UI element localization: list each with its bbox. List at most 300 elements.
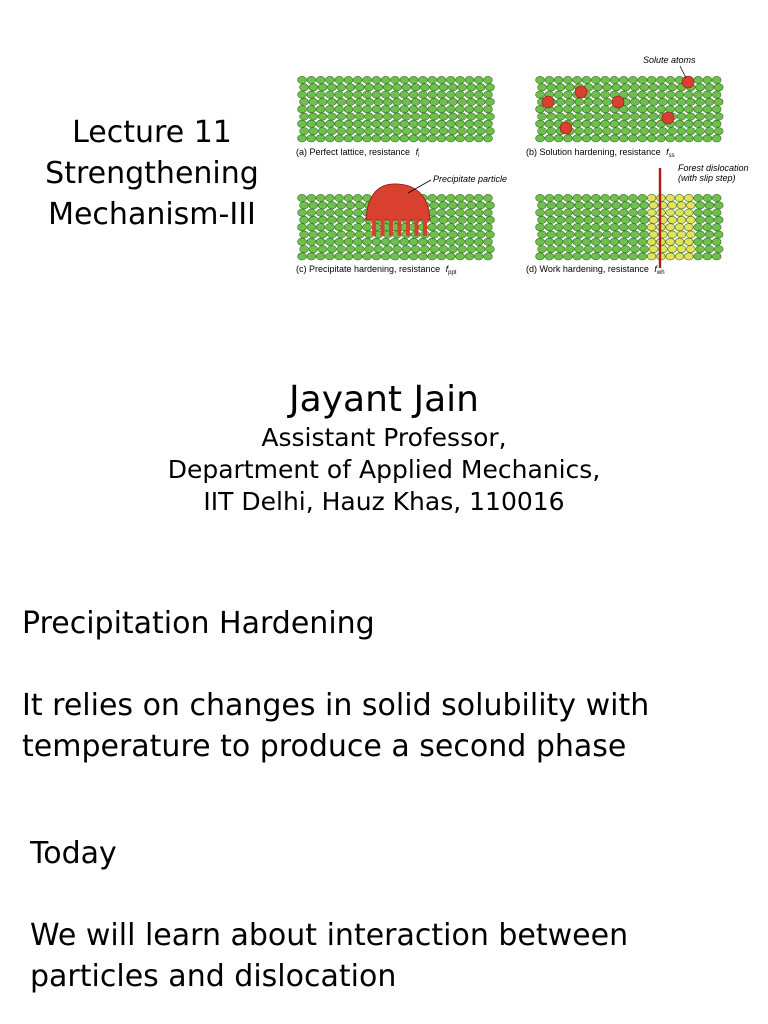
lattice-atom xyxy=(402,246,411,253)
lattice-atom xyxy=(631,246,640,253)
lattice-atom xyxy=(391,91,400,98)
lattice-atom xyxy=(353,106,362,113)
lattice-atom xyxy=(619,194,628,201)
author-position: Assistant Professor, xyxy=(261,423,507,452)
solute-atom xyxy=(612,96,624,108)
lattice-atom xyxy=(335,120,344,127)
lattice-atom xyxy=(411,246,420,253)
lattice-atom xyxy=(631,128,640,135)
lattice-atom xyxy=(638,91,647,98)
lattice-atom xyxy=(554,253,563,260)
lattice-atom xyxy=(474,224,483,231)
lattice-atom xyxy=(476,231,485,238)
lattice-atom xyxy=(684,106,693,113)
lattice-atom xyxy=(538,113,547,120)
lattice-atom xyxy=(309,98,318,105)
lattice-atom xyxy=(554,106,563,113)
lattice-atom xyxy=(337,128,346,135)
lattice-atom xyxy=(298,76,307,83)
lecture-title xyxy=(22,112,282,235)
lattice-atom xyxy=(458,84,467,91)
panel-work-hardening xyxy=(536,168,724,268)
lattice-atom xyxy=(696,84,705,91)
lattice-atom xyxy=(591,209,600,216)
panel-solution-hardening xyxy=(536,76,724,142)
lattice-atom xyxy=(610,120,619,127)
lattice-atom xyxy=(309,216,318,223)
lattice-atom xyxy=(298,106,307,113)
lattice-atom xyxy=(547,216,556,223)
lattice-atom xyxy=(428,120,437,127)
lattice-atom xyxy=(591,253,600,260)
lattice-atom xyxy=(631,202,640,209)
lattice-atom xyxy=(612,231,621,238)
lattice-atom xyxy=(703,76,712,83)
lattice-atom xyxy=(619,76,628,83)
lattice-atom xyxy=(476,216,485,223)
lattice-atom xyxy=(619,238,628,245)
lattice-atom xyxy=(638,135,647,142)
lattice-atom xyxy=(335,238,344,245)
lattice-atom xyxy=(677,246,686,253)
lattice-atom xyxy=(668,84,677,91)
lattice-atom xyxy=(476,128,485,135)
lattice-atom xyxy=(629,135,638,142)
lattice-atom xyxy=(437,253,446,260)
lattice-atom xyxy=(647,135,656,142)
lattice-atom xyxy=(355,98,364,105)
lattice-atom xyxy=(601,209,610,216)
lattice-atom xyxy=(353,238,362,245)
lattice-atom xyxy=(355,231,364,238)
lattice-atom xyxy=(621,246,630,253)
lattice-atom xyxy=(328,246,337,253)
lattice-atom xyxy=(428,194,437,201)
lattice-atom xyxy=(344,194,353,201)
lattice-atom xyxy=(307,209,316,216)
lattice-atom xyxy=(381,135,390,142)
lattice-atom xyxy=(582,120,591,127)
lattice-atom xyxy=(638,238,647,245)
lattice-atom xyxy=(374,128,383,135)
lattice-atom xyxy=(545,76,554,83)
lattice-atom xyxy=(344,120,353,127)
lattice-atom xyxy=(591,238,600,245)
lattice-atom xyxy=(675,106,684,113)
lattice-atom xyxy=(638,209,647,216)
lattice-atom xyxy=(402,84,411,91)
lattice-atom xyxy=(619,120,628,127)
lattice-atom xyxy=(353,91,362,98)
lattice-atom xyxy=(712,194,721,201)
lattice-atom xyxy=(703,209,712,216)
lattice-atom xyxy=(640,216,649,223)
lattice-atom xyxy=(638,76,647,83)
lattice-atom xyxy=(659,128,668,135)
lattice-atom xyxy=(344,91,353,98)
lattice-atom xyxy=(612,128,621,135)
lattice-atom xyxy=(337,231,346,238)
lattice-atom xyxy=(437,120,446,127)
lattice-atom xyxy=(603,202,612,209)
lattice-atom xyxy=(696,128,705,135)
lattice-atom xyxy=(300,128,309,135)
lattice-atom xyxy=(355,216,364,223)
lattice-atom xyxy=(439,216,448,223)
lattice-atom xyxy=(411,84,420,91)
lattice-atom xyxy=(484,238,493,245)
lattice-atom xyxy=(381,120,390,127)
lattice-atom xyxy=(326,209,335,216)
lattice-atom xyxy=(448,202,457,209)
lattice-atom xyxy=(448,84,457,91)
lattice-atom xyxy=(335,194,344,201)
lattice-atom xyxy=(337,113,346,120)
lattice-atom xyxy=(448,246,457,253)
lattice-atom xyxy=(566,113,575,120)
lattice-atom xyxy=(536,106,545,113)
lattice-atom xyxy=(326,253,335,260)
lattice-atom xyxy=(675,209,684,216)
lattice-atom xyxy=(318,84,327,91)
lattice-atom xyxy=(694,76,703,83)
lattice-atom xyxy=(649,202,658,209)
lattice-atom xyxy=(657,106,666,113)
lattice-atom xyxy=(439,128,448,135)
precipitate-pointer xyxy=(408,180,431,193)
lattice-atom xyxy=(344,209,353,216)
lattice-atom xyxy=(335,209,344,216)
lattice-atom xyxy=(430,113,439,120)
lattice-atom xyxy=(621,231,630,238)
lattice-atom xyxy=(391,135,400,142)
lattice-atom xyxy=(545,253,554,260)
lattice-atom xyxy=(467,231,476,238)
lattice-atom xyxy=(556,216,565,223)
lattice-atom xyxy=(712,253,721,260)
lattice-atom xyxy=(391,106,400,113)
lattice-atom xyxy=(430,84,439,91)
lattice-atom xyxy=(448,113,457,120)
lattice-atom xyxy=(686,202,695,209)
lattice-atom xyxy=(603,84,612,91)
lattice-atom xyxy=(601,91,610,98)
lattice-atom xyxy=(677,113,686,120)
lattice-atom xyxy=(538,202,547,209)
lattice-atom xyxy=(316,76,325,83)
lattice-atom xyxy=(344,76,353,83)
lattice-atom xyxy=(346,202,355,209)
lattice-atom xyxy=(694,135,703,142)
lattice-atom xyxy=(411,113,420,120)
lattice-atom xyxy=(328,113,337,120)
lattice-atom xyxy=(603,98,612,105)
lattice-atom xyxy=(448,216,457,223)
lattice-atom xyxy=(538,84,547,91)
lattice-atom xyxy=(428,135,437,142)
lattice-atom xyxy=(591,120,600,127)
lattice-atom xyxy=(458,128,467,135)
lattice-atom xyxy=(566,202,575,209)
lattice-atom xyxy=(647,91,656,98)
lattice-atom xyxy=(419,76,428,83)
lattice-atom xyxy=(547,202,556,209)
lattice-atom xyxy=(575,216,584,223)
lattice-atom xyxy=(316,253,325,260)
lattice-atom xyxy=(309,113,318,120)
lattice-atom xyxy=(467,246,476,253)
lattice-atom xyxy=(536,253,545,260)
lattice-atom xyxy=(631,216,640,223)
lattice-atom xyxy=(484,253,493,260)
lattice-atom xyxy=(355,113,364,120)
lattice-atom xyxy=(318,128,327,135)
lattice-atom xyxy=(393,246,402,253)
lattice-atom xyxy=(554,224,563,231)
precipitate-particle-label: Precipitate particle xyxy=(433,174,508,184)
lattice-atom xyxy=(484,91,493,98)
lattice-atom xyxy=(402,113,411,120)
title-line-1: Lecture 11 xyxy=(72,115,232,150)
lattice-atom xyxy=(666,209,675,216)
lattice-atom xyxy=(446,194,455,201)
lattice-atom xyxy=(649,246,658,253)
lattice-atom xyxy=(363,224,372,231)
lattice-atom xyxy=(638,253,647,260)
lattice-atom xyxy=(675,135,684,142)
lattice-atom xyxy=(326,135,335,142)
lattice-atom xyxy=(467,128,476,135)
lattice-atom xyxy=(612,246,621,253)
lattice-atom xyxy=(640,128,649,135)
lattice-atom xyxy=(714,128,723,135)
lattice-atom xyxy=(575,231,584,238)
paragraph-line-1: It relies on changes in solid solubility with xyxy=(22,688,650,723)
lattice-atom xyxy=(391,253,400,260)
lattice-atom xyxy=(439,231,448,238)
lattice-atom xyxy=(335,76,344,83)
precipitate-stem xyxy=(398,218,402,236)
lattice-atom xyxy=(610,253,619,260)
lattice-atom xyxy=(328,128,337,135)
lattice-atom xyxy=(307,194,316,201)
lattice-atom xyxy=(335,106,344,113)
lattice-atom xyxy=(621,84,630,91)
slip-step-label: (with slip step) xyxy=(678,173,736,183)
lattice-atom xyxy=(363,238,372,245)
lattice-atom xyxy=(640,98,649,105)
lattice-atom xyxy=(547,246,556,253)
lattice-atom xyxy=(400,120,409,127)
lattice-atom xyxy=(536,91,545,98)
lattice-atom xyxy=(300,84,309,91)
lattice-atom xyxy=(714,202,723,209)
lattice-atom xyxy=(619,209,628,216)
lattice-atom xyxy=(430,246,439,253)
lattice-atom xyxy=(536,135,545,142)
title-line-2: Strengthening xyxy=(45,156,259,191)
lattice-atom xyxy=(547,113,556,120)
lattice-atom xyxy=(465,238,474,245)
lattice-atom xyxy=(696,231,705,238)
lattice-atom xyxy=(584,202,593,209)
lattice-atom xyxy=(573,106,582,113)
lattice-atom xyxy=(564,209,573,216)
lattice-atom xyxy=(391,120,400,127)
lattice-atom xyxy=(372,135,381,142)
lattice-atom xyxy=(458,231,467,238)
lattice-atom xyxy=(547,231,556,238)
lattice-atom xyxy=(437,76,446,83)
precipitate-stem xyxy=(415,218,419,236)
lattice-atom xyxy=(714,246,723,253)
lattice-atom xyxy=(547,84,556,91)
lattice-atom xyxy=(456,76,465,83)
lattice-atom xyxy=(668,231,677,238)
lattice-atom xyxy=(684,135,693,142)
lattice-atom xyxy=(712,209,721,216)
lattice-atom xyxy=(458,113,467,120)
lattice-atom xyxy=(476,98,485,105)
lattice-atom xyxy=(383,98,392,105)
solute-atom xyxy=(542,96,554,108)
lattice-atom xyxy=(640,84,649,91)
lattice-atom xyxy=(666,253,675,260)
lattice-atom xyxy=(346,246,355,253)
lattice-atom xyxy=(448,231,457,238)
lattice-atom xyxy=(591,194,600,201)
lattice-atom xyxy=(465,76,474,83)
lattice-atom xyxy=(573,253,582,260)
lattice-atom xyxy=(629,238,638,245)
lattice-atom xyxy=(316,91,325,98)
lattice-atom xyxy=(467,113,476,120)
lattice-atom xyxy=(584,216,593,223)
lattice-atom xyxy=(381,253,390,260)
lattice-atom xyxy=(712,106,721,113)
lattice-atom xyxy=(365,246,374,253)
lattice-atom xyxy=(486,98,495,105)
forest-dislocation-label: Forest dislocation xyxy=(678,163,749,173)
lattice-atom xyxy=(393,113,402,120)
lattice-atom xyxy=(374,246,383,253)
lattice-atom xyxy=(353,253,362,260)
lattice-atom xyxy=(298,91,307,98)
lattice-atom xyxy=(582,253,591,260)
lattice-atom xyxy=(355,202,364,209)
lattice-atom xyxy=(326,76,335,83)
lattice-atom xyxy=(474,91,483,98)
lattice-atom xyxy=(675,238,684,245)
lattice-atom xyxy=(474,120,483,127)
lattice-atom xyxy=(705,113,714,120)
lattice-atom xyxy=(409,253,418,260)
lattice-atom xyxy=(365,98,374,105)
lattice-atom xyxy=(621,202,630,209)
lattice-atom xyxy=(484,120,493,127)
lattice-atom xyxy=(554,91,563,98)
lattice-atom xyxy=(300,216,309,223)
lattice-atom xyxy=(365,128,374,135)
lattice-atom xyxy=(554,238,563,245)
lattice-atom xyxy=(564,135,573,142)
lattice-atom xyxy=(712,238,721,245)
lattice-atom xyxy=(629,91,638,98)
lattice-atom xyxy=(430,216,439,223)
lattice-atom xyxy=(346,231,355,238)
lattice-atom xyxy=(603,246,612,253)
precipitate-stem xyxy=(423,218,427,236)
lattice-atom xyxy=(593,202,602,209)
lattice-atom xyxy=(316,224,325,231)
lattice-atom xyxy=(372,91,381,98)
lattice-atom xyxy=(307,120,316,127)
lattice-diagram xyxy=(288,50,766,280)
lattice-atom xyxy=(428,106,437,113)
lattice-atom xyxy=(696,98,705,105)
lattice-atom xyxy=(649,128,658,135)
lattice-atom xyxy=(705,216,714,223)
lattice-atom xyxy=(458,246,467,253)
author-department: Department of Applied Mechanics, xyxy=(167,455,601,484)
lattice-atom xyxy=(610,76,619,83)
lattice-atom xyxy=(437,194,446,201)
today-label: Today xyxy=(30,836,117,871)
lattice-atom xyxy=(465,224,474,231)
lattice-atom xyxy=(675,91,684,98)
lattice-atom xyxy=(474,135,483,142)
lattice-atom xyxy=(446,238,455,245)
lattice-atom xyxy=(591,91,600,98)
lattice-atom xyxy=(659,84,668,91)
precipitate-stem xyxy=(381,218,385,236)
lattice-atom xyxy=(456,224,465,231)
lattice-atom xyxy=(300,202,309,209)
lattice-atom xyxy=(714,231,723,238)
lattice-atom xyxy=(346,84,355,91)
lattice-atom xyxy=(402,128,411,135)
lattice-atom xyxy=(677,231,686,238)
lattice-atom xyxy=(409,91,418,98)
lattice-atom xyxy=(400,253,409,260)
lattice-atom xyxy=(593,231,602,238)
lattice-atom xyxy=(307,135,316,142)
lattice-atom xyxy=(686,128,695,135)
lattice-atom xyxy=(536,120,545,127)
lattice-atom xyxy=(684,238,693,245)
lattice-atom xyxy=(573,224,582,231)
lattice-atom xyxy=(582,194,591,201)
lattice-atom xyxy=(538,216,547,223)
lattice-atom xyxy=(666,106,675,113)
lattice-atom xyxy=(593,84,602,91)
lattice-atom xyxy=(629,194,638,201)
lattice-atom xyxy=(381,91,390,98)
precipitate-stem xyxy=(372,218,376,236)
lattice-atom xyxy=(344,106,353,113)
lattice-atom xyxy=(556,231,565,238)
lattice-atom xyxy=(575,128,584,135)
lattice-atom xyxy=(318,231,327,238)
lattice-atom xyxy=(593,246,602,253)
lattice-atom xyxy=(465,194,474,201)
lattice-atom xyxy=(448,128,457,135)
lattice-atom xyxy=(545,135,554,142)
lattice-atom xyxy=(391,76,400,83)
lattice-atom xyxy=(684,120,693,127)
lattice-atom xyxy=(647,224,656,231)
lattice-atom xyxy=(419,135,428,142)
